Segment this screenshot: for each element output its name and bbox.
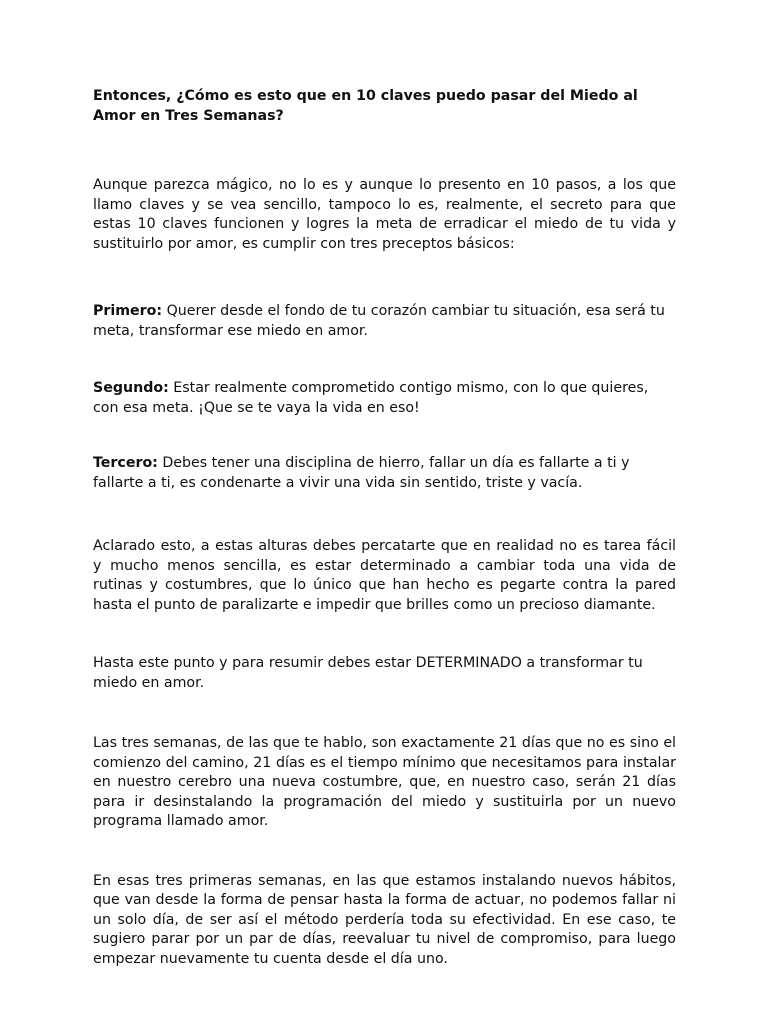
precept-first-text: Querer desde el fondo de tu corazón cambiar tu situación, esa será tu meta, transformar ese miedo en amor. <box>93 303 665 339</box>
precept-second <box>93 379 676 418</box>
document-title: Entonces, ¿Cómo es esto que en 10 claves puedo pasar del Miedo al Amor en Tres Semanas? <box>93 88 638 124</box>
body-paragraph: Las tres semanas, de las que te hablo, son exactamente 21 días que no es sino el comienzo del camino, 21 días es el tiempo mínimo que necesitamos para instalar en nuestro cerebro una nueva costumbre, que, en nuestro caso, serán 21 días para ir desinstalando la programación del miedo y sustituirla por un nuevo programa llamado amor. <box>93 735 676 829</box>
precept-third-label: Tercero: <box>93 455 158 471</box>
intro-paragraph: Aunque parezca mágico, no lo es y aunque lo presento en 10 pasos, a los que llamo claves y se vea sencillo, tampoco lo es, realmente, el secreto para que estas 10 claves funcionen y logres la meta de erradicar el miedo de tu vida y sustituirlo por amor, es cumplir con tres preceptos básicos: <box>93 177 676 252</box>
precept-first-label: Primero: <box>93 303 163 319</box>
precept-first <box>93 302 676 341</box>
precept-second-label: Segundo: <box>93 380 169 396</box>
precept-third <box>93 454 676 493</box>
document-page <box>93 87 676 969</box>
precept-second-text: Estar realmente comprometido contigo mismo, con lo que quieres, con esa meta. ¡Que se te vaya la vida en eso! <box>93 380 649 416</box>
precept-third-text: Debes tener una disciplina de hierro, fallar un día es fallarte a ti y fallarte a ti, es condenarte a vivir una vida sin sentido, triste y vacía. <box>93 455 630 491</box>
body-paragraph: En esas tres primeras semanas, en las que estamos instalando nuevos hábitos, que van desde la forma de pensar hasta la forma de actuar, no podemos fallar ni un solo día, de ser así el método perdería toda su efectividad. En ese caso, te sugiero parar por un par de días, reevaluar tu nivel de compromiso, para luego empezar nuevamente tu cuenta desde el día uno. <box>93 872 676 967</box>
body-paragraph: Hasta este punto y para resumir debes estar DETERMINADO a transformar tu miedo en amor. <box>93 655 643 691</box>
body-paragraph: Aclarado esto, a estas alturas debes percatarte que en realidad no es tarea fácil y mucho menos sencilla, es estar determinado a cambiar toda una vida de rutinas y costumbres, que lo único que han hecho es pegarte contra la pared hasta el punto de paralizarte e impedir que brilles como un precioso diamante. <box>93 538 676 613</box>
